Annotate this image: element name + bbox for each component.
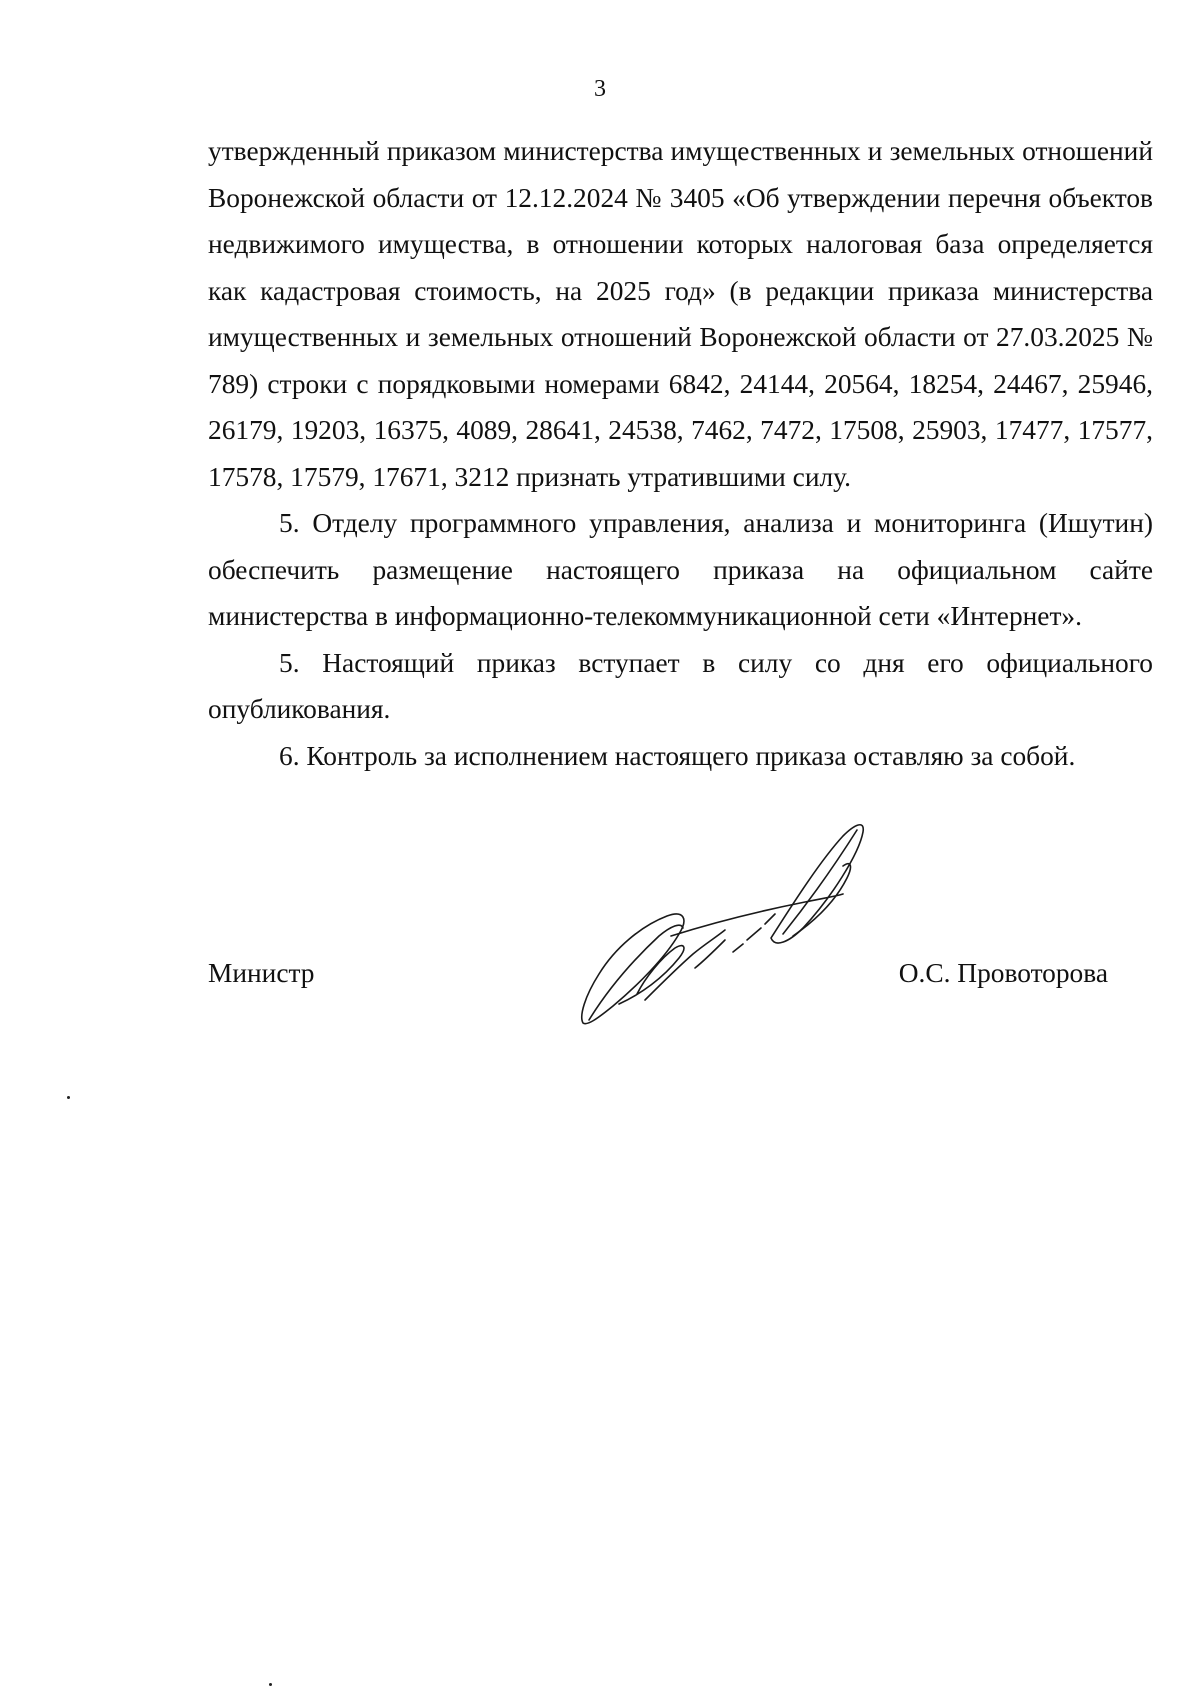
handwritten-signature [575, 818, 895, 1033]
paragraph-item-5-publication: 5. Отделу программного управления, анализа и мониторинга (Ишутин) обеспечить размещение настоящего приказа на официальном сайте министерства в информационно-телекоммуникационной сети «Интернет». [208, 508, 1153, 631]
paragraph-item-5-effective-date: 5. Настоящий приказ вступает в силу со дня его официального опубликования. [208, 647, 1153, 724]
signatory-title: Министр [208, 958, 315, 988]
scan-speck [269, 1683, 272, 1686]
paragraph-item-6-control: 6. Контроль за исполнением настоящего приказа оставляю за собой. [279, 740, 1076, 771]
page-number: 3 [594, 76, 606, 102]
paragraph-continuation: утвержденный приказом министерства имущественных и земельных отношений Воронежской области от 12.12.2024 № 3405 «Об утверждении перечня объектов недвижимого имущества, в отношении которых налоговая база определяется как кадастровая стоимость, на 2025 год» (в редакции приказа министерства имущественных и земельных отношений Воронежской области от 27.03.2025 № 789) строки с порядковыми номерами 6842, 24144, 20564, 18254, 24467, 25946, 26179, 19203, 16375, 4089, 28641, 24538, 7462, 7472, 17508, 25903, 17477, 17577, 17578, 17579, 17671, 3212 признать утратившими силу. [208, 136, 1153, 492]
signature-block [208, 958, 1153, 998]
scan-speck [67, 1096, 70, 1099]
document-body [208, 128, 1153, 779]
signatory-name: О.С. Провоторова [898, 958, 1108, 988]
